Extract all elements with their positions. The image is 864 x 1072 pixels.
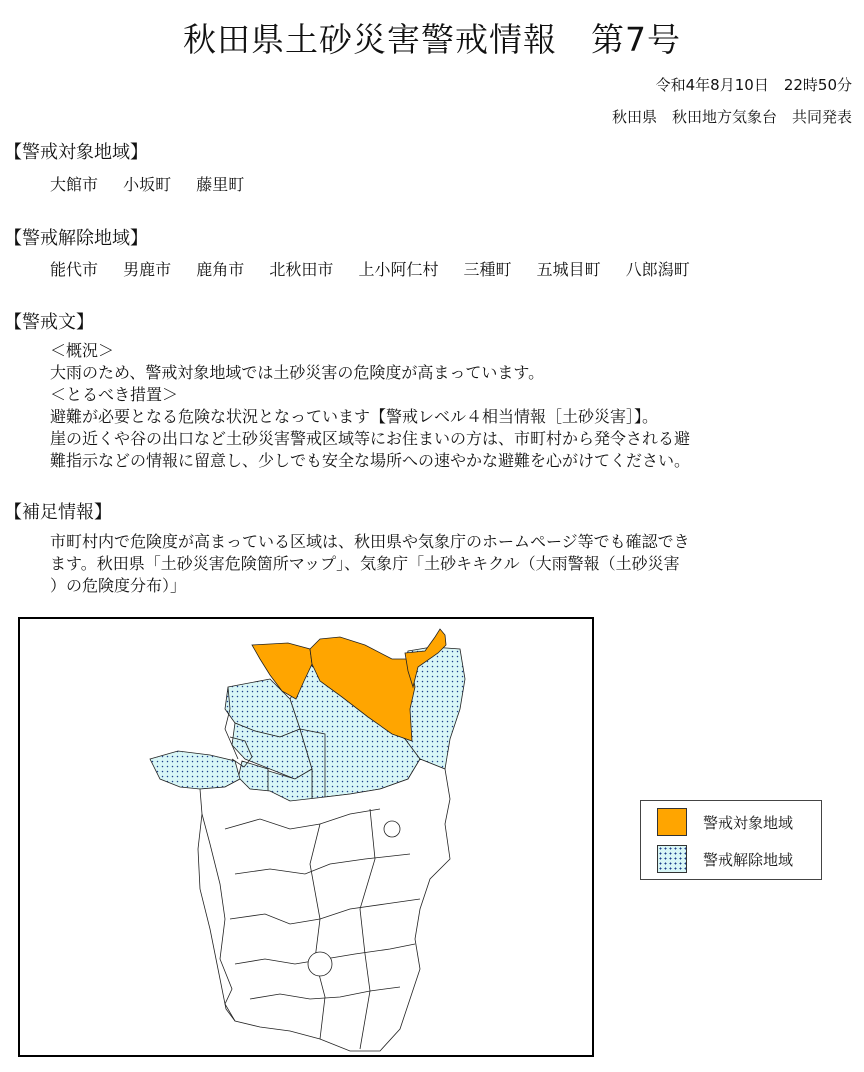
region-item: 鹿角市 xyxy=(196,260,245,279)
region-item: 能代市 xyxy=(50,260,99,279)
other-regions xyxy=(200,759,450,1051)
warning-line: 難指示などの情報に留意し、少しでも安全な場所への速やかな避難を心がけてください。 xyxy=(50,451,691,470)
lifted-region-list xyxy=(50,257,710,280)
warning-line: ＜概況＞ xyxy=(50,341,115,360)
warning-line: 崖の近くや谷の出口など土砂災害警戒区域等にお住まいの方は、市町村から発令される避 xyxy=(50,429,691,448)
region-item: 五城目町 xyxy=(536,260,601,279)
lifted-region-heading: 【警戒解除地域】 xyxy=(4,228,148,249)
lifted-region-oga xyxy=(150,751,240,789)
akita-map-svg xyxy=(20,619,592,1055)
warning-line: 避難が必要となる危険な状況となっています【警戒レベル４相当情報［土砂災害］】。 xyxy=(50,407,659,426)
target-region-heading: 【警戒対象地域】 xyxy=(4,142,148,163)
warning-line: ＜とるべき措置＞ xyxy=(50,385,179,404)
lake-tazawa xyxy=(384,821,400,837)
region-item: 北秋田市 xyxy=(269,260,334,279)
city-enclave xyxy=(308,952,332,976)
issuer: 秋田県 秋田地方気象台 共同発表 xyxy=(611,108,852,126)
legend-target-swatch xyxy=(657,808,687,836)
akita-map xyxy=(18,617,594,1057)
legend-lifted-label: 警戒解除地域 xyxy=(703,850,794,869)
supplement-line: 市町村内で危険度が高まっている区域は、秋田県や気象庁のホームページ等でも確認でき xyxy=(50,532,690,551)
region-item: 三種町 xyxy=(463,260,512,279)
region-item: 上小阿仁村 xyxy=(358,260,439,279)
legend-item-target xyxy=(657,807,793,837)
region-item: 八郎潟町 xyxy=(625,260,690,279)
supplement-heading: 【補足情報】 xyxy=(4,502,112,523)
target-region-list xyxy=(50,172,264,195)
region-item: 大館市 xyxy=(50,175,99,194)
legend-lifted-swatch xyxy=(657,845,687,873)
supplement-text xyxy=(50,531,790,597)
region-item: 小坂町 xyxy=(123,175,172,194)
document-title: 秋田県土砂災害警戒情報 第7号 xyxy=(183,20,681,59)
warning-line: 大雨のため、警戒対象地域では土砂災害の危険度が高まっています。 xyxy=(50,363,545,382)
legend-target-label: 警戒対象地域 xyxy=(703,813,794,832)
region-item: 男鹿市 xyxy=(123,260,172,279)
supplement-line: ます。秋田県「土砂災害危険箇所マップ」、気象庁「土砂キキクル（大雨警報（土砂災害 xyxy=(50,554,680,573)
region-item: 藤里町 xyxy=(196,175,245,194)
legend-item-lifted xyxy=(657,844,793,874)
warning-text xyxy=(50,340,790,472)
warning-text-heading: 【警戒文】 xyxy=(4,312,94,333)
map-legend xyxy=(640,800,822,880)
issue-date: 令和4年8月10日 22時50分 xyxy=(655,76,852,94)
region-outline xyxy=(200,759,450,1051)
supplement-line: ）の危険度分布）」 xyxy=(50,576,187,595)
